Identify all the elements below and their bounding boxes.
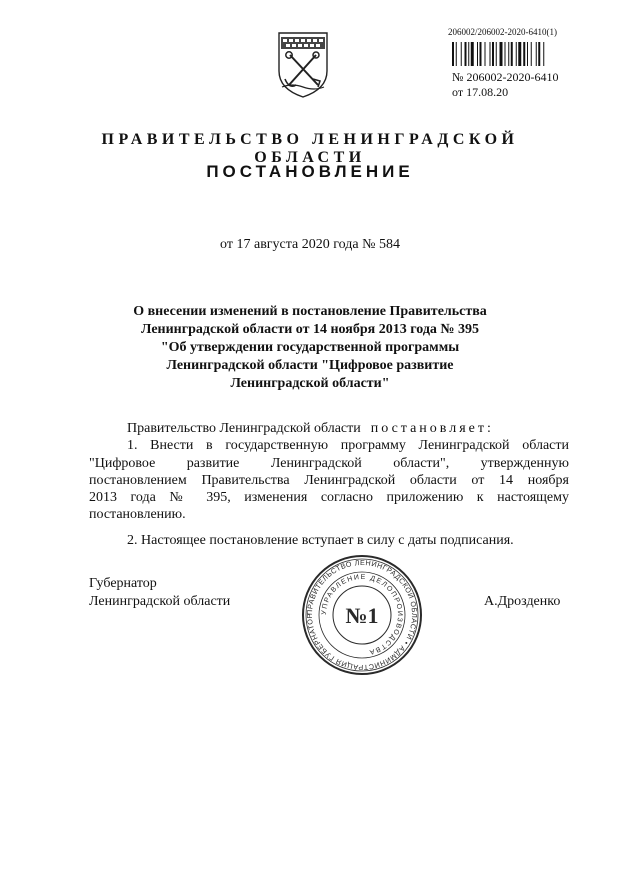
item1-line: "Цифровое развитие Ленинградской области", утвержденную: [89, 455, 569, 471]
subject-line: Ленинградской области "Цифровое развитие: [166, 358, 454, 373]
subject-line: "Об утверждении государственной программы: [160, 340, 460, 355]
seal-outer-text: ПРАВИТЕЛЬСТВО ЛЕНИНГРАДСКОЙ ОБЛАСТИ • АДМИНИСТРАЦИЯ ГУБЕРНАТОР: [304, 557, 420, 673]
item1-line: 1. Внести в государственную программу Ленинградской области: [127, 438, 569, 454]
signatory-position-line2: Ленинградской области: [89, 594, 231, 609]
document-type: ПОСТАНОВЛЕНИЕ: [206, 162, 414, 181]
item1-line: 2013 года № 395, изменения согласно приложению к настоящему: [89, 490, 569, 506]
intro-text: Правительство Ленинградской области: [127, 421, 361, 436]
subject-line: Ленинградской области": [230, 376, 390, 391]
subject-line: О внесении изменений в постановление Правительства: [133, 304, 487, 319]
intro-paragraph: [89, 420, 569, 437]
signatory-name: А.Дрозденко: [484, 594, 561, 609]
item1-line: постановлением Правительства Ленинградской области от 14 ноября: [89, 472, 569, 488]
document-date-number: от 17 августа 2020 года № 584: [220, 237, 400, 252]
document-body: [89, 420, 569, 549]
item1-line: постановлению.: [89, 507, 186, 523]
document-subject: [60, 303, 560, 393]
registration-date: от 17.08.20: [452, 85, 509, 99]
government-heading: ПРАВИТЕЛЬСТВО ЛЕНИНГРАДСКОЙ ОБЛАСТИ: [101, 131, 519, 166]
official-seal: [300, 553, 424, 677]
seal-inner-text: УПРАВЛЕНИЕ ДЕЛОПРОИЗВОДСТВА: [320, 573, 404, 656]
coat-of-arms-emblem: [276, 29, 330, 99]
seal-number: №1: [345, 603, 379, 628]
document-code: 206002/206002-2020-6410(1): [448, 27, 557, 37]
intro-resolution-word: постановляет:: [370, 421, 494, 436]
subject-line: Ленинградской области от 14 ноября 2013 года № 395: [141, 322, 479, 337]
registration-number: № 206002-2020-6410: [452, 70, 559, 84]
barcode: [452, 42, 570, 66]
signatory-position-line1: Губернатор: [89, 576, 157, 591]
item2-paragraph: 2. Настоящее постановление вступает в силу с даты подписания.: [127, 532, 514, 548]
